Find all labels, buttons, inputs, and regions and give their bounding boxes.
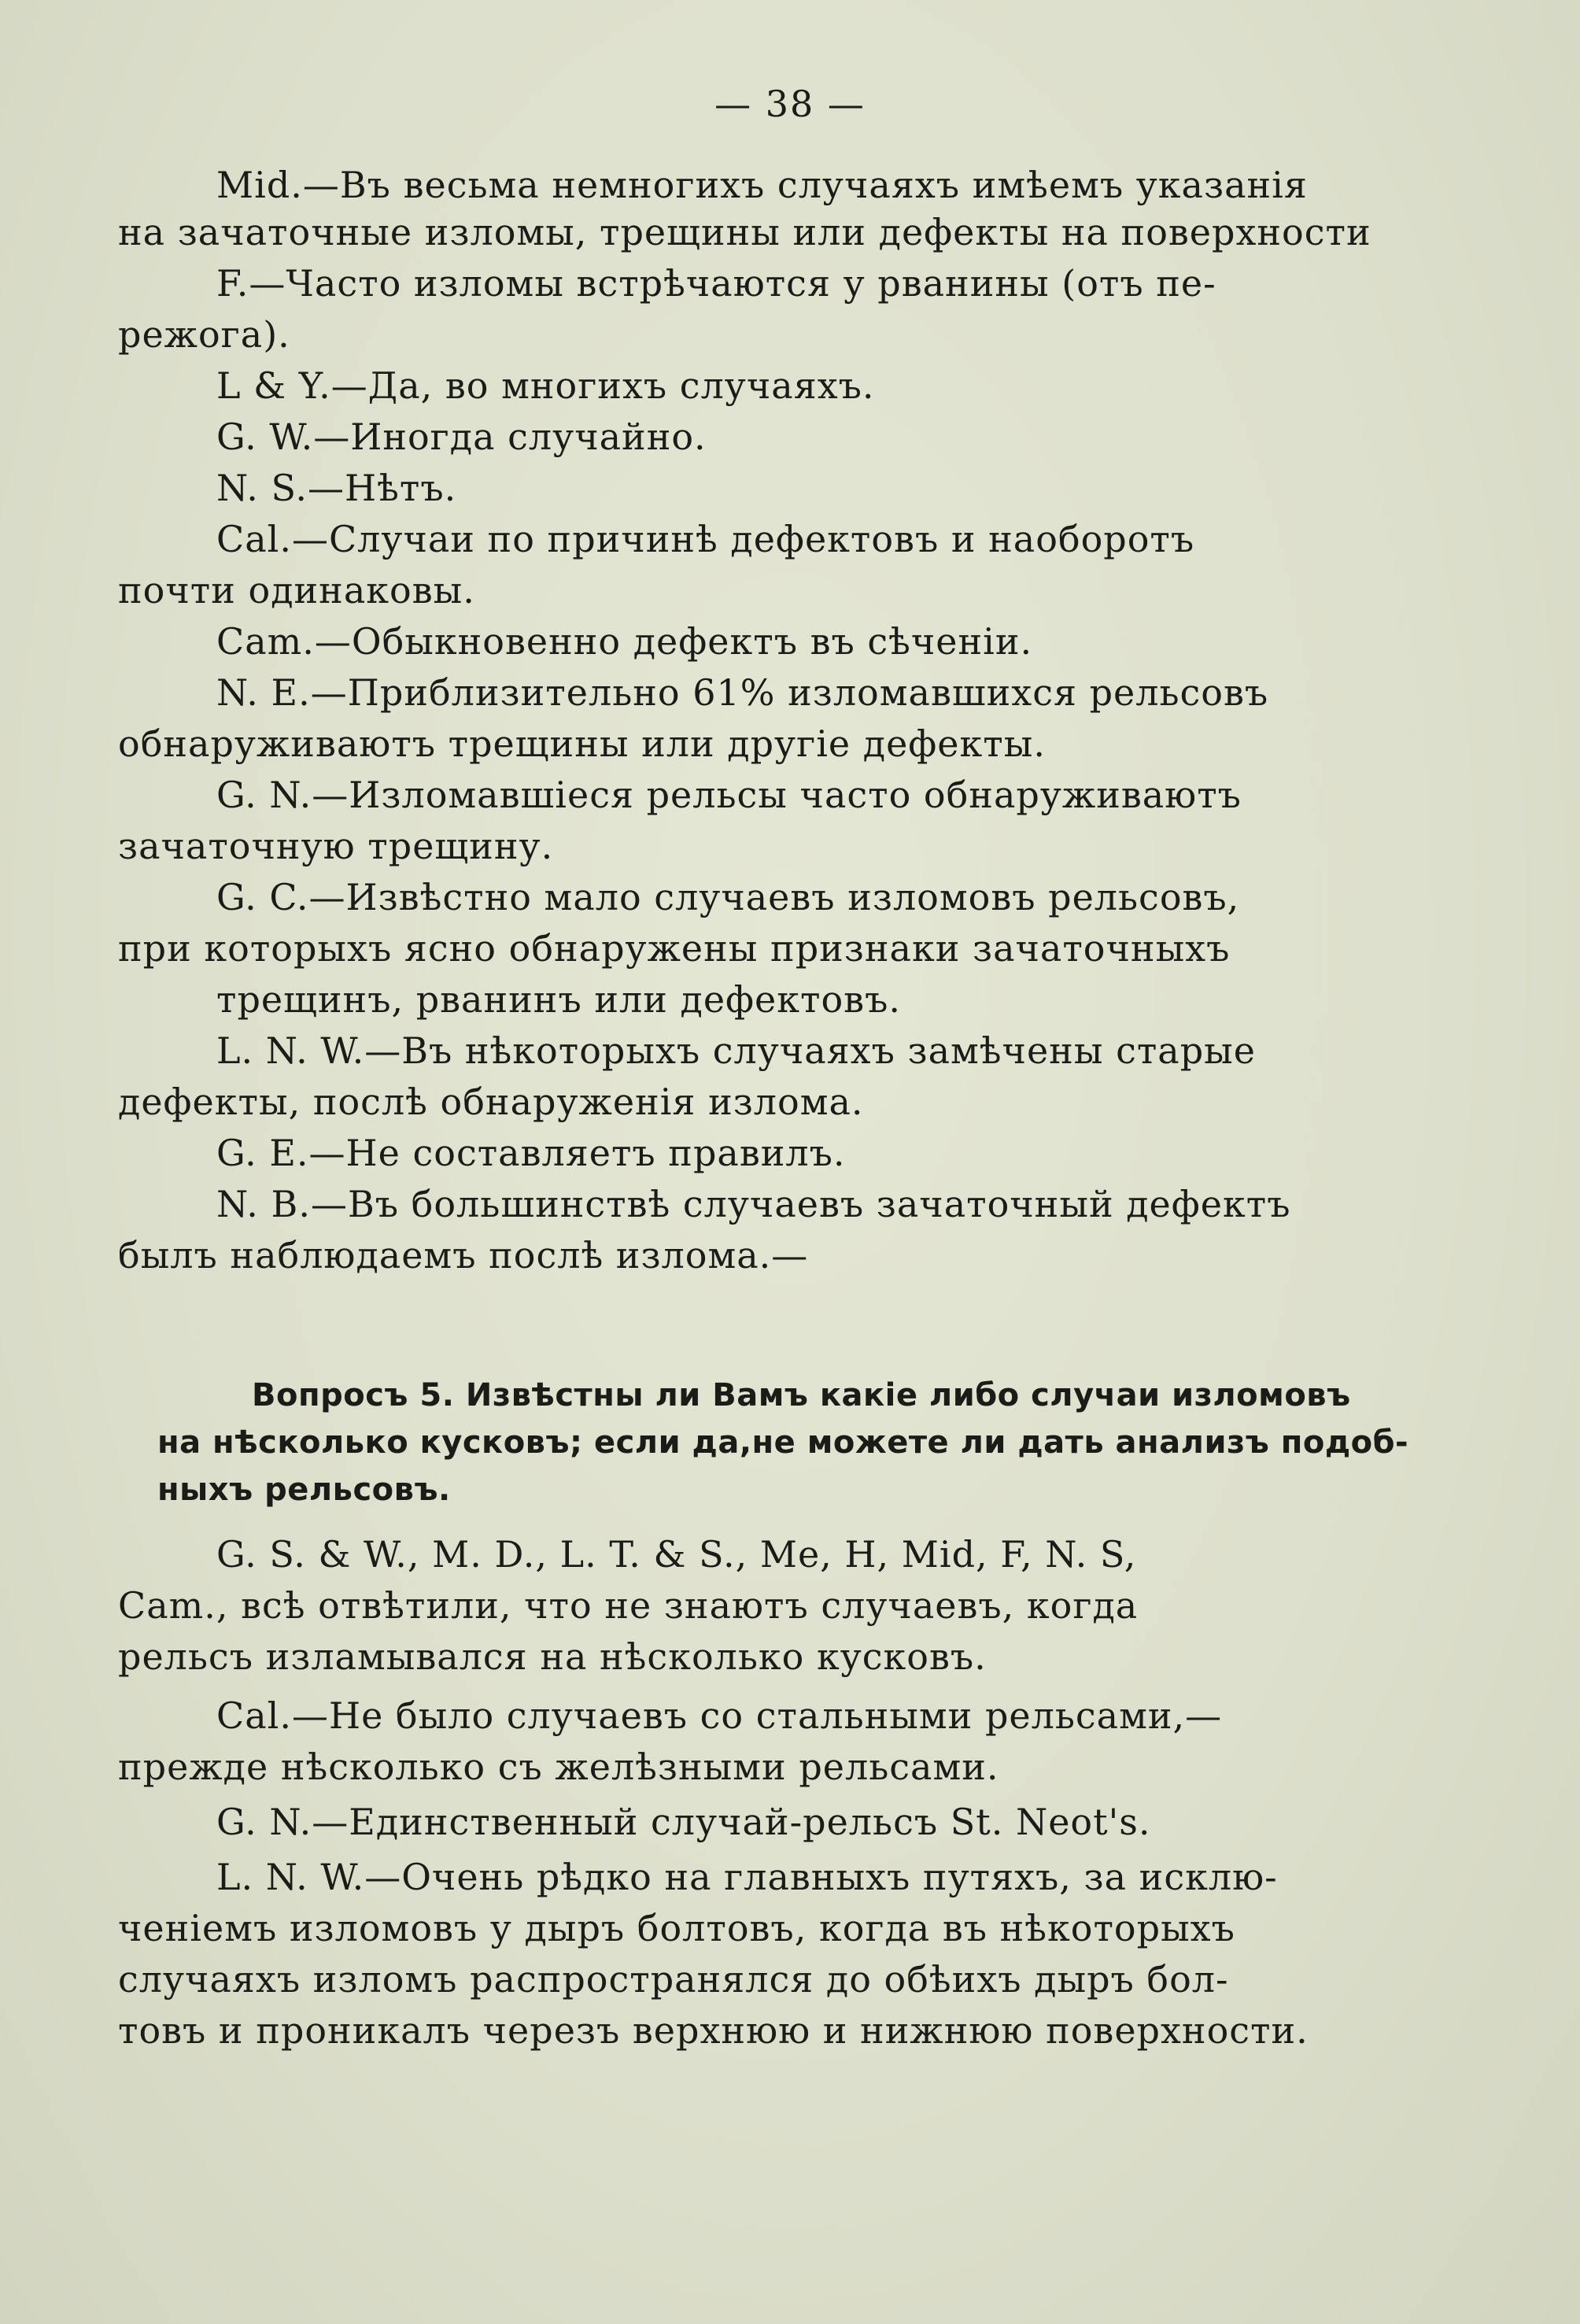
answer-line: G. S. & W., M. D., L. T. & S., Me, H, Mid, F, N. S, (216, 1533, 1137, 1576)
text-line: N. E.—Приблизительно 61% изломавшихся рельсовъ (216, 671, 1269, 714)
answer-line: Cal.—Не было случаевъ со стальными рельсами,— (216, 1694, 1223, 1737)
text-line: G. N.—Изломавшіеся рельсы часто обнаруживаютъ (216, 774, 1242, 816)
text-line: при которыхъ ясно обнаружены признаки зачаточныхъ (118, 927, 1231, 970)
text-line: G. E.—Не составляетъ правилъ. (216, 1132, 846, 1174)
text-line: N. S.—Нѣтъ. (216, 467, 457, 509)
text-line: трещинъ, рванинъ или дефектовъ. (216, 978, 901, 1021)
answer-line: прежде нѣсколько съ желѣзными рельсами. (118, 1746, 999, 1788)
text-line: Cal.—Случаи по причинѣ дефектовъ и наоборотъ (216, 518, 1195, 560)
answer-line: рельсъ изламывался на нѣсколько кусковъ. (118, 1635, 987, 1678)
text-line: G. W.—Иногда случайно. (216, 416, 707, 458)
text-line: обнаруживаютъ трещины или другіе дефекты. (118, 722, 1046, 765)
text-line: дефекты, послѣ обнаруженія излома. (118, 1081, 864, 1123)
text-line: почти одинаковы. (118, 569, 475, 611)
answer-line: L. N. W.—Очень рѣдко на главныхъ путяхъ, за исклю- (216, 1856, 1278, 1898)
text-line: Mid.—Въ весьма немногихъ случаяхъ имѣемъ указанія (216, 164, 1308, 206)
answer-line: товъ и проникалъ черезъ верхнюю и нижнюю поверхности. (118, 2009, 1309, 2052)
question-heading: ныхъ рельсовъ. (157, 1472, 451, 1508)
text-line: N. B.—Въ большинствѣ случаевъ зачаточный дефектъ (216, 1183, 1291, 1225)
text-line: зачаточную трещину. (118, 825, 554, 867)
text-line: Cam.—Обыкновенно дефектъ въ сѣченіи. (216, 620, 1033, 663)
question-heading: Вопросъ 5. Извѣстны ли Вамъ какіе либо случаи изломовъ (252, 1377, 1351, 1413)
answer-line: ченіемъ изломовъ у дыръ болтовъ, когда въ нѣкоторыхъ (118, 1907, 1235, 1949)
answer-line: Cam., всѣ отвѣтили, что не знаютъ случаевъ, когда (118, 1584, 1139, 1627)
text-line: L. N. W.—Въ нѣкоторыхъ случаяхъ замѣчены старые (216, 1029, 1256, 1072)
text-line: на зачаточные изломы, трещины или дефекты на поверхности (118, 211, 1371, 253)
answer-line: случаяхъ изломъ распространялся до обѣихъ дыръ бол- (118, 1958, 1229, 2001)
answer-line: G. N.—Единственный случай-рельсъ St. Neot's. (216, 1801, 1151, 1843)
text-line: L & Y.—Да, во многихъ случаяхъ. (216, 364, 875, 407)
question-heading: на нѣсколько кусковъ; если да,не можете ли дать анализъ подоб- (157, 1424, 1409, 1461)
text-line: режога). (118, 313, 290, 356)
text-line: G. C.—Извѣстно мало случаевъ изломовъ рельсовъ, (216, 876, 1240, 918)
text-line: былъ наблюдаемъ послѣ излома.— (118, 1234, 809, 1277)
text-line: F.—Часто изломы встрѣчаются у рванины (отъ пе- (216, 262, 1216, 305)
page-number: — 38 — (714, 83, 866, 125)
